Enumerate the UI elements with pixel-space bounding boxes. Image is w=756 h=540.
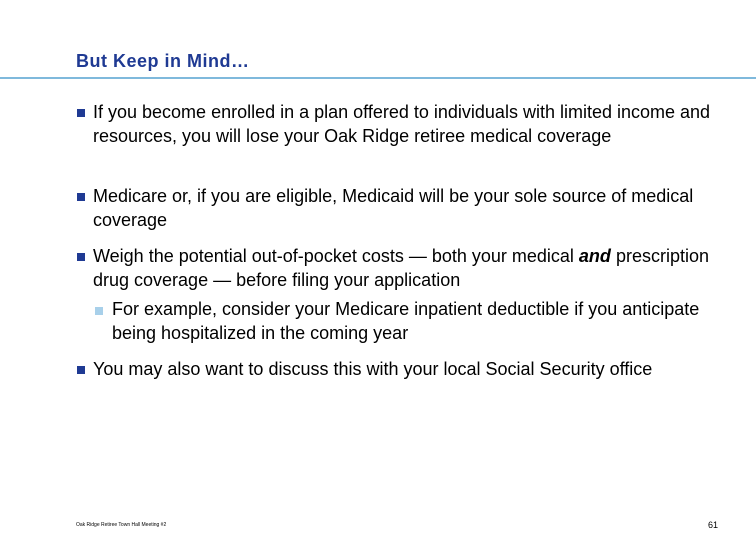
bullet-item-1 — [76, 100, 746, 148]
sub-bullet-text: For example, consider your Medicare inpatient deductible if you anticipate being hospitalized in the coming year — [112, 299, 700, 343]
square-bullet-icon — [77, 109, 85, 117]
page-number: 61 — [707, 520, 718, 530]
bullet-text-part: prescription drug coverage — before filing your application — [93, 246, 709, 290]
bullet-item-2 — [76, 184, 746, 232]
square-sub-bullet-icon — [95, 307, 103, 315]
square-bullet-icon — [77, 253, 85, 261]
square-bullet-icon — [77, 366, 85, 374]
bullet-text-3 — [93, 244, 746, 292]
square-bullet-icon — [77, 193, 85, 201]
slide-title: But Keep in Mind… — [76, 51, 250, 71]
bullet-text-part: Weigh the potential out-of-pocket costs — both your medical — [93, 246, 579, 266]
bullet-text: You may also want to discuss this with your local Social Security office — [93, 359, 653, 379]
title-rule — [0, 77, 756, 79]
sub-bullet-item — [95, 297, 735, 345]
bullet-text: Medicare or, if you are eligible, Medicaid will be your sole source of medical coverage — [93, 186, 694, 230]
bullet-item-4 — [76, 357, 746, 381]
emphasis-text: and — [578, 246, 611, 266]
bullet-item-3 — [76, 244, 746, 292]
footer-meeting-label: Oak Ridge Retiree Town Hall Meeting #2 — [76, 522, 167, 528]
bullet-text: If you become enrolled in a plan offered to individuals with limited income and resources, you will lose your Oak Ridge retiree medical coverage — [93, 102, 711, 146]
